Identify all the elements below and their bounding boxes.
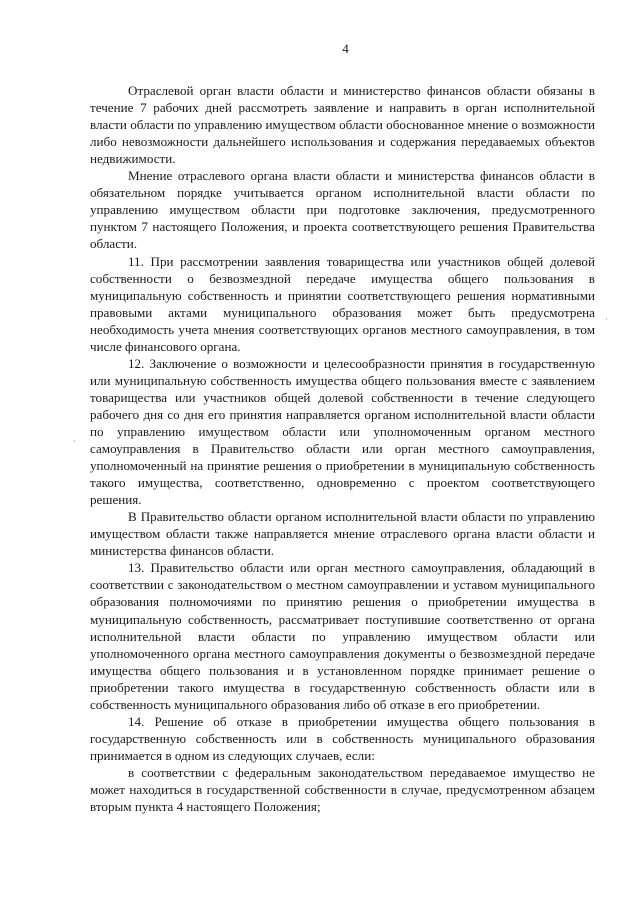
paragraph-2: Мнение отраслевого органа власти области и министерства финансов области в обязательном порядке учитывается органом исполнительной власти области по управлению имуществом области при подготовке заключения, предусмотренного пунктом 7 настоящего Положения, и проекта соответствующего решения Правительства области. [90,168,595,252]
page-number: 4 [342,41,349,56]
scan-speck-mark: ˙ [604,318,609,329]
document-page [90,0,595,815]
paragraph-12-continued: В Правительство области органом исполнительной власти области по управлению имуществом области также направляется мнение отраслевого органа власти области и министерства финансов области. [90,509,595,559]
paragraph-14-item: в соответствии с федеральным законодательством передаваемое имущество не может находиться в государственной собственности в случае, предусмотренном абзацем вторым пункта 4 настоящего Положения; [90,764,595,815]
paragraph-11: 11. При рассмотрении заявления товарищества или участников общей долевой собственности о безвозмездной передаче имущества общего пользования в муниципальную собственность и принятии соответствующего решения нормативными правовыми актами муниципального образования может быть предусмотрена необходимость учета мнения соответствующих органов местного самоуправления, в том числе финансового органа. [90,253,595,354]
paragraph-12: 12. Заключение о возможности и целесообразности принятия в государственную или муниципальную собственность имущества общего пользования вместе с заявлением товарищества или участников общей долевой собственности в течение следующего рабочего дня со дня его принятия направляется органом исполнительной власти области по управлению имуществом области или уполномоченным органом местного самоуправления в Правительство области или орган местного самоуправления, уполномоченный на принятие решения о приобретении в муниципальную собственность такого имущества, соответственно, одновременно с проектом соответствующего решения. [90,355,595,508]
paragraph-14: 14. Решение об отказе в приобретении имущества общего пользования в государственную собственность или в собственность муниципального образования принимается в одном из следующих случаев, если: [90,713,595,763]
scan-speck-mark: ˙ [72,440,77,451]
paragraph-13: 13. Правительство области или орган местного самоуправления, обладающий в соответствии с законодательством о местном самоуправлении и уставом муниципального образования полномочиями по принятию решения о приобретении имущества в муниципальную собственность, рассматривает поступившие соответственно от органа исполнительной власти области по управлению имуществом области или уполномоченного органа местного самоуправления документы о безвозмездной передаче имущества общего пользования и в установленном порядке принимает решение о приобретении такого имущества в государственную собственность области или в собственность муниципального образования либо об отказе в его приобретении. [90,560,595,712]
paragraph-1: Отраслевой орган власти области и министерство финансов области обязаны в течение 7 рабочих дней рассмотреть заявление и направить в орган исполнительной власти области по управлению имуществом области обоснованное мнение о возможности либо невозможности дальнейшего использования и содержания передаваемых объектов недвижимости. [90,83,595,167]
